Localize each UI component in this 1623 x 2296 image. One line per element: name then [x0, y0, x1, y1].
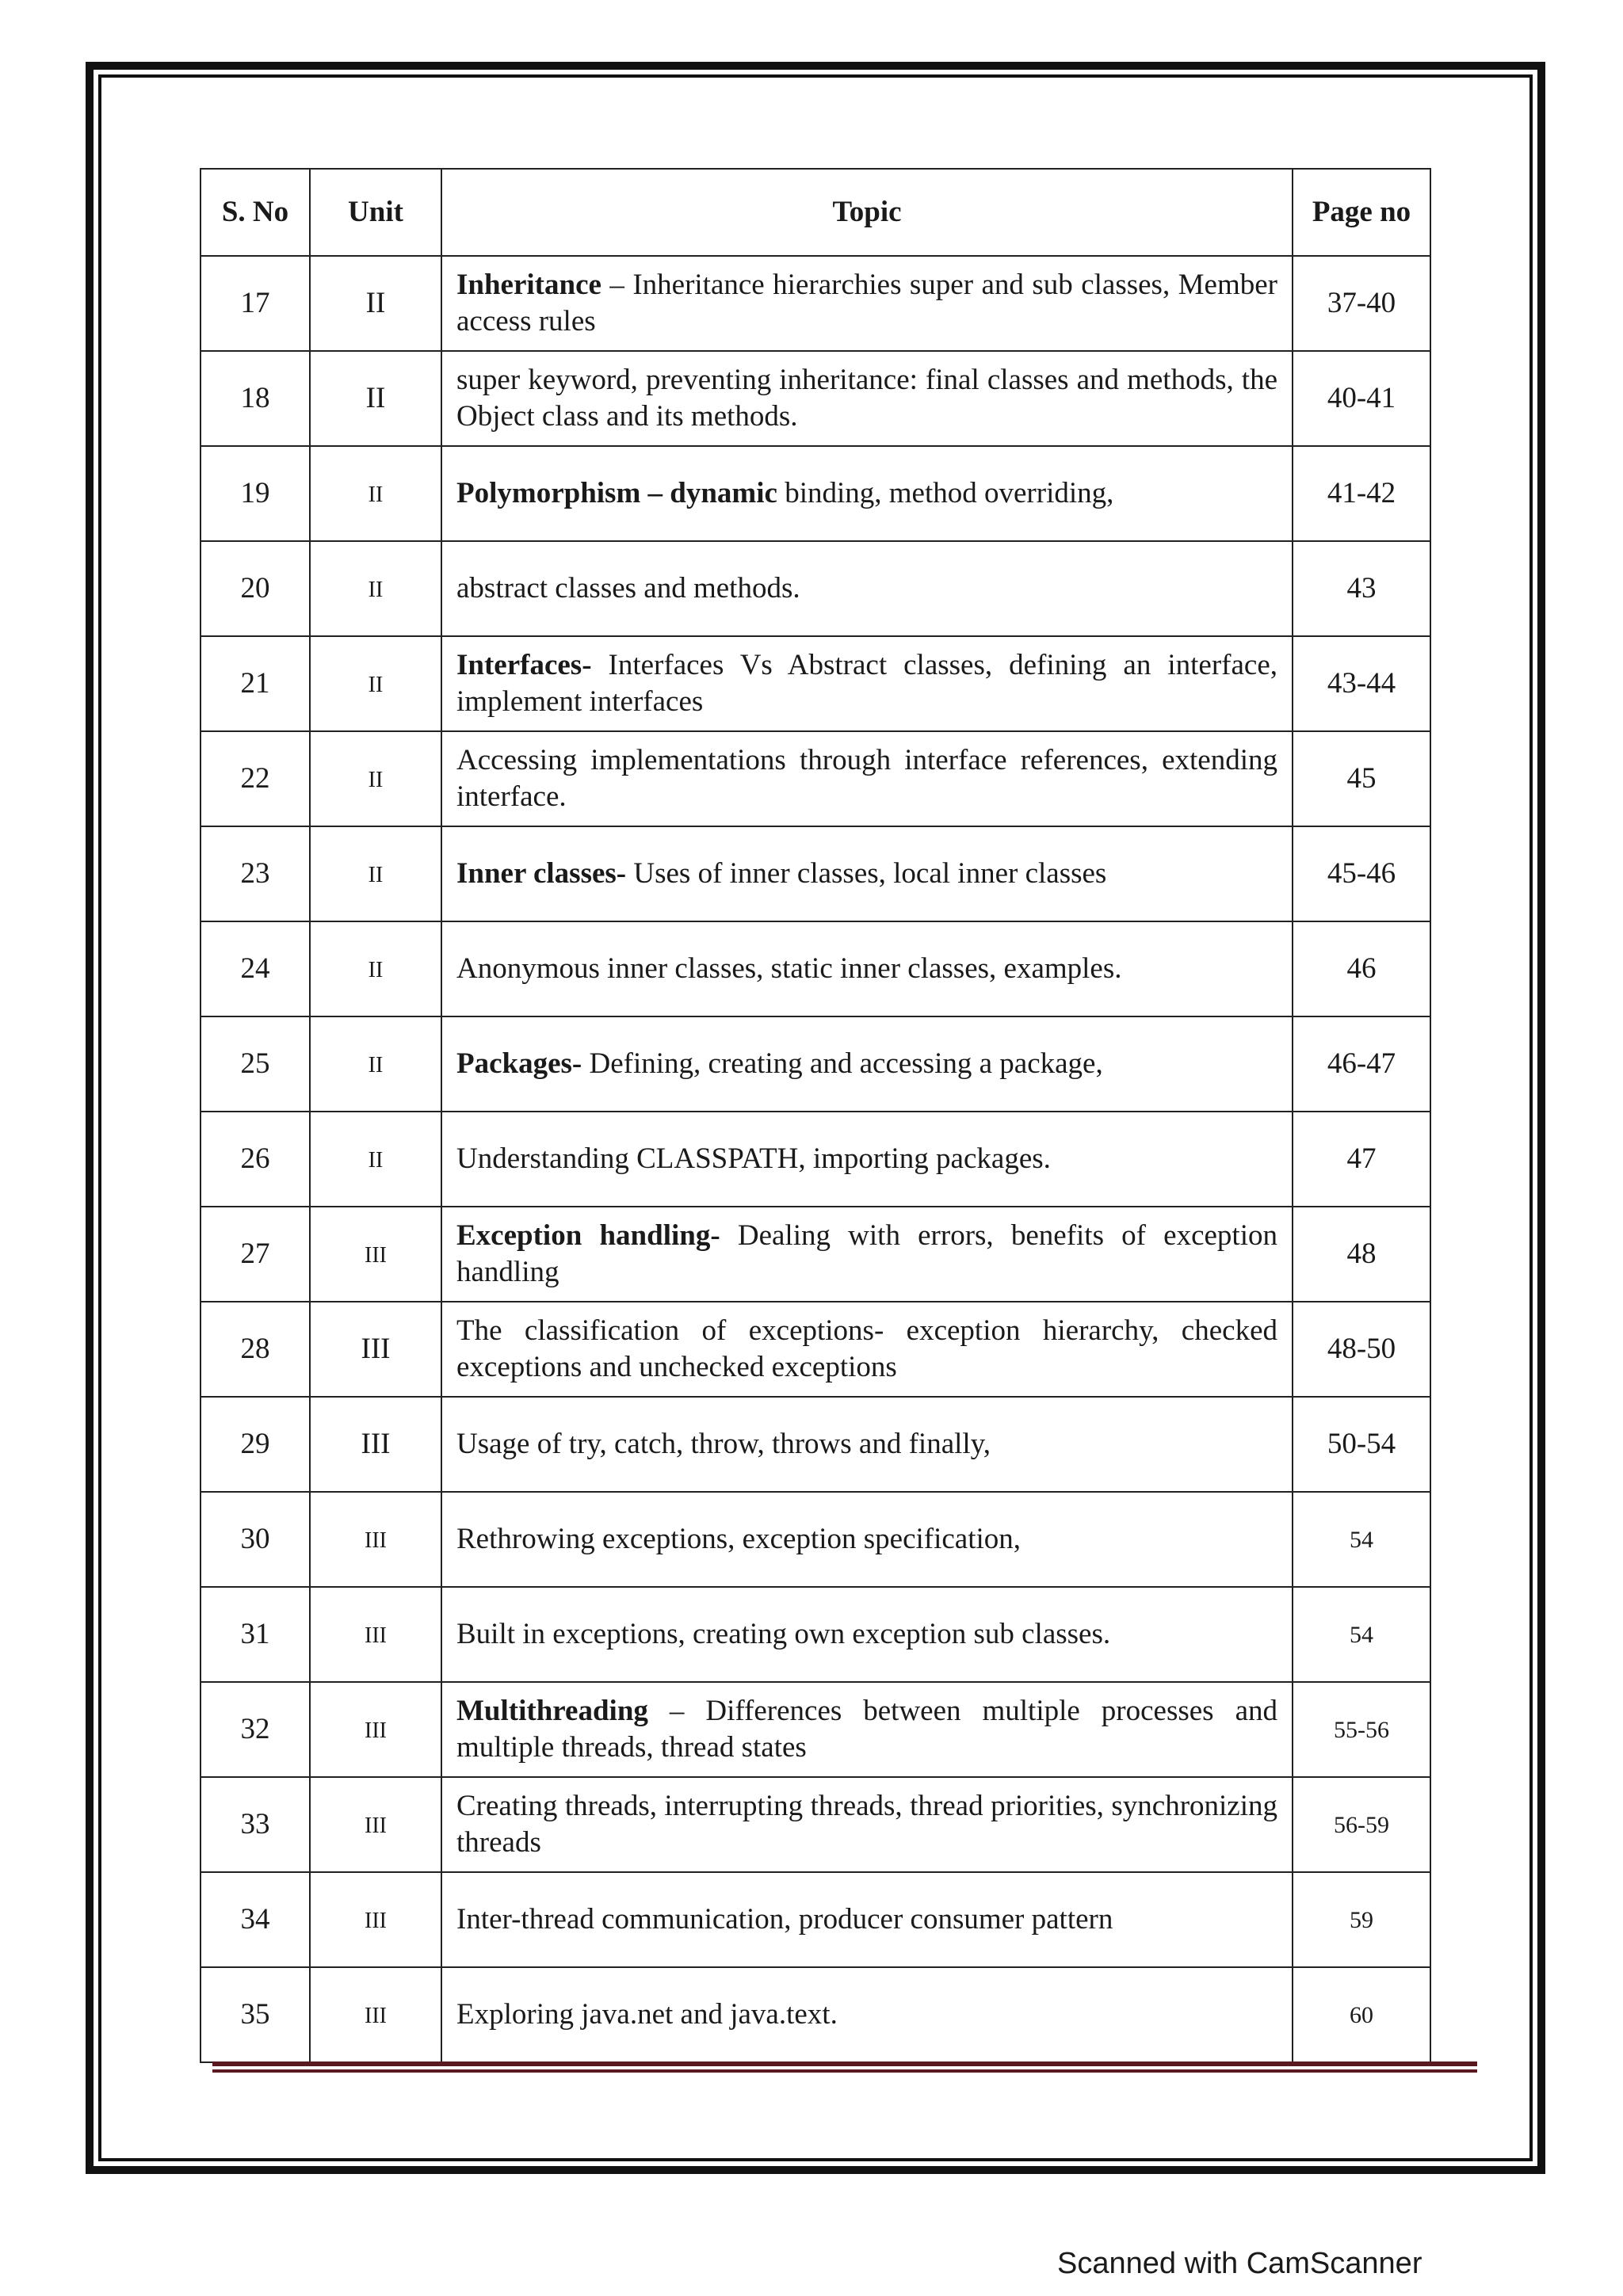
table-header-row — [200, 169, 1430, 256]
row-page-cell — [1293, 731, 1430, 826]
row-sno: 20 — [200, 541, 310, 636]
row-sno: 31 — [200, 1587, 310, 1682]
row-page-cell — [1293, 1112, 1430, 1207]
row-unit: II — [368, 767, 384, 792]
row-unit-cell — [310, 1016, 441, 1112]
row-page: 43-44 — [1327, 667, 1396, 700]
row-unit-cell — [310, 1872, 441, 1967]
row-sno: 21 — [200, 636, 310, 731]
row-unit: III — [365, 1718, 387, 1743]
row-topic-cell — [441, 1207, 1293, 1302]
row-topic: Anonymous inner classes, static inner classes, examples. — [456, 952, 1122, 985]
row-page-cell — [1293, 1016, 1430, 1112]
table-row — [200, 1777, 1430, 1872]
row-page-cell — [1293, 1872, 1430, 1967]
row-topic-cell — [441, 351, 1293, 446]
row-page: 45 — [1346, 762, 1377, 795]
row-topic-heading: Inheritance — [456, 269, 601, 301]
table-row — [200, 921, 1430, 1016]
contents-table — [200, 168, 1431, 2063]
row-unit: II — [368, 957, 384, 982]
row-page-cell — [1293, 351, 1430, 446]
row-topic: Understanding CLASSPATH, importing packages. — [456, 1142, 1051, 1175]
row-unit: II — [365, 287, 386, 319]
row-page: 54 — [1350, 1622, 1373, 1648]
row-topic-cell — [441, 1016, 1293, 1112]
row-sno: 19 — [200, 446, 310, 541]
row-page: 43 — [1346, 572, 1377, 605]
row-page: 56-59 — [1334, 1812, 1389, 1838]
row-sno: 34 — [200, 1872, 310, 1967]
row-topic-cell — [441, 256, 1293, 351]
table-row — [200, 1967, 1430, 2062]
row-topic-heading: Polymorphism – dynamic — [456, 477, 777, 509]
row-page: 40-41 — [1327, 382, 1396, 414]
table-row — [200, 636, 1430, 731]
row-page-cell — [1293, 921, 1430, 1016]
row-page: 59 — [1350, 1907, 1373, 1933]
row-sno: 18 — [200, 351, 310, 446]
table-row — [200, 826, 1430, 921]
row-topic: Creating threads, interrupting threads, thread priorities, synchronizing threads — [456, 1790, 1277, 1859]
row-page-cell — [1293, 1587, 1430, 1682]
row-page-cell — [1293, 1302, 1430, 1397]
row-topic: Inter-thread communication, producer consumer pattern — [456, 1903, 1113, 1936]
row-topic-heading: Exception handling- — [456, 1219, 720, 1252]
row-topic: abstract classes and methods. — [456, 572, 800, 605]
row-sno: 29 — [200, 1397, 310, 1492]
header-unit: Unit — [310, 169, 441, 256]
header-topic: Topic — [441, 169, 1293, 256]
row-topic-cell — [441, 541, 1293, 636]
row-topic-cell — [441, 1682, 1293, 1777]
row-topic-heading: Interfaces- — [456, 649, 592, 681]
row-unit-cell — [310, 1777, 441, 1872]
row-page: 48-50 — [1327, 1333, 1396, 1365]
row-unit-cell — [310, 446, 441, 541]
row-unit-cell — [310, 1397, 441, 1492]
row-unit: III — [365, 2003, 387, 2028]
row-topic: Uses of inner classes, local inner classes — [626, 857, 1107, 890]
row-sno: 22 — [200, 731, 310, 826]
table-row — [200, 446, 1430, 541]
row-unit-cell — [310, 636, 441, 731]
row-topic-heading: Inner classes- — [456, 857, 627, 890]
row-page-cell — [1293, 446, 1430, 541]
row-topic: – Inheritance hierarchies super and sub classes, Member access rules — [456, 269, 1277, 338]
row-topic-cell — [441, 636, 1293, 731]
row-topic: Interfaces Vs Abstract classes, defining an interface, implement interfaces — [456, 649, 1277, 718]
row-unit-cell — [310, 1112, 441, 1207]
row-sno: 30 — [200, 1492, 310, 1587]
row-unit-cell — [310, 1967, 441, 2062]
row-topic-cell — [441, 1587, 1293, 1682]
table-row — [200, 731, 1430, 826]
row-page: 46-47 — [1327, 1047, 1396, 1080]
row-sno: 27 — [200, 1207, 310, 1302]
footer-rule — [212, 2061, 1477, 2073]
row-page: 46 — [1346, 952, 1377, 985]
row-unit-cell — [310, 921, 441, 1016]
row-topic-cell — [441, 1492, 1293, 1587]
row-sno: 24 — [200, 921, 310, 1016]
row-page-cell — [1293, 1682, 1430, 1777]
row-unit: II — [368, 1147, 384, 1173]
table-row — [200, 1207, 1430, 1302]
row-unit-cell — [310, 1302, 441, 1397]
row-sno: 25 — [200, 1016, 310, 1112]
row-topic: Usage of try, catch, throw, throws and finally, — [456, 1428, 991, 1460]
row-unit-cell — [310, 1207, 441, 1302]
row-topic: Rethrowing exceptions, exception specification, — [456, 1523, 1022, 1555]
row-topic: Accessing implementations through interface references, extending interface. — [456, 744, 1277, 813]
row-unit: III — [361, 1333, 391, 1365]
table-row — [200, 1112, 1430, 1207]
row-sno: 35 — [200, 1967, 310, 2062]
row-unit: II — [368, 577, 384, 602]
row-unit: III — [365, 1527, 387, 1553]
row-page: 60 — [1350, 2002, 1373, 2028]
row-page-cell — [1293, 541, 1430, 636]
table-row — [200, 1397, 1430, 1492]
row-page-cell — [1293, 1492, 1430, 1587]
row-page: 50-54 — [1327, 1428, 1396, 1460]
row-sno: 33 — [200, 1777, 310, 1872]
row-unit: III — [361, 1428, 391, 1460]
row-sno: 26 — [200, 1112, 310, 1207]
table-row — [200, 1302, 1430, 1397]
table-row — [200, 1682, 1430, 1777]
row-unit: II — [368, 672, 384, 697]
table-row — [200, 351, 1430, 446]
row-topic: Built in exceptions, creating own exception sub classes. — [456, 1618, 1111, 1650]
header-page: Page no — [1293, 169, 1430, 256]
row-unit: III — [365, 1242, 387, 1268]
row-unit: III — [365, 1908, 387, 1933]
row-topic-heading: Multithreading — [456, 1695, 648, 1727]
table-row — [200, 1587, 1430, 1682]
table-row — [200, 256, 1430, 351]
row-topic-cell — [441, 1777, 1293, 1872]
row-page: 41-42 — [1327, 477, 1396, 509]
row-page-cell — [1293, 826, 1430, 921]
row-topic-cell — [441, 731, 1293, 826]
row-page-cell — [1293, 256, 1430, 351]
row-unit: II — [368, 482, 384, 507]
row-page-cell — [1293, 636, 1430, 731]
row-unit: III — [365, 1813, 387, 1838]
row-unit-cell — [310, 541, 441, 636]
row-unit-cell — [310, 1682, 441, 1777]
row-page: 37-40 — [1327, 287, 1396, 319]
row-page: 47 — [1346, 1142, 1377, 1175]
row-topic: Dealing with errors, benefits of exception handling — [456, 1219, 1277, 1288]
row-topic-cell — [441, 826, 1293, 921]
row-topic-cell — [441, 1112, 1293, 1207]
row-unit: II — [368, 1052, 384, 1077]
row-sno: 32 — [200, 1682, 310, 1777]
table-row — [200, 1872, 1430, 1967]
header-sno: S. No — [200, 169, 310, 256]
row-page-cell — [1293, 1967, 1430, 2062]
row-topic-cell — [441, 1872, 1293, 1967]
row-topic-heading: Packages- — [456, 1047, 582, 1080]
row-unit: II — [368, 862, 384, 887]
row-unit: II — [365, 382, 386, 414]
row-topic: binding, method overriding, — [777, 477, 1114, 509]
row-topic: super keyword, preventing inheritance: final classes and methods, the Object class and its methods. — [456, 364, 1277, 433]
row-topic-cell — [441, 1302, 1293, 1397]
row-page: 48 — [1346, 1238, 1377, 1270]
row-unit: III — [365, 1623, 387, 1648]
row-unit-cell — [310, 731, 441, 826]
table-row — [200, 1016, 1430, 1112]
row-sno: 28 — [200, 1302, 310, 1397]
row-sno: 17 — [200, 256, 310, 351]
row-topic: Exploring java.net and java.text. — [456, 1998, 838, 2031]
row-topic-cell — [441, 446, 1293, 541]
row-unit-cell — [310, 1587, 441, 1682]
row-sno: 23 — [200, 826, 310, 921]
scanner-watermark: Scanned with CamScanner — [1057, 2247, 1423, 2280]
row-page: 55-56 — [1334, 1717, 1389, 1743]
row-unit-cell — [310, 351, 441, 446]
row-page-cell — [1293, 1397, 1430, 1492]
table-row — [200, 1492, 1430, 1587]
table-row — [200, 541, 1430, 636]
table-body — [200, 256, 1430, 2062]
row-page: 54 — [1350, 1527, 1373, 1553]
row-unit-cell — [310, 1492, 441, 1587]
row-unit-cell — [310, 256, 441, 351]
row-page-cell — [1293, 1777, 1430, 1872]
row-topic: Defining, creating and accessing a package, — [582, 1047, 1103, 1080]
row-topic-cell — [441, 921, 1293, 1016]
row-topic: The classification of exceptions- exception hierarchy, checked exceptions and unchecked exceptions — [456, 1314, 1277, 1383]
row-page-cell — [1293, 1207, 1430, 1302]
row-unit-cell — [310, 826, 441, 921]
row-page: 45-46 — [1327, 857, 1396, 890]
row-topic: – Differences between multiple processes and multiple threads, thread states — [456, 1695, 1277, 1764]
row-topic-cell — [441, 1397, 1293, 1492]
row-topic-cell — [441, 1967, 1293, 2062]
